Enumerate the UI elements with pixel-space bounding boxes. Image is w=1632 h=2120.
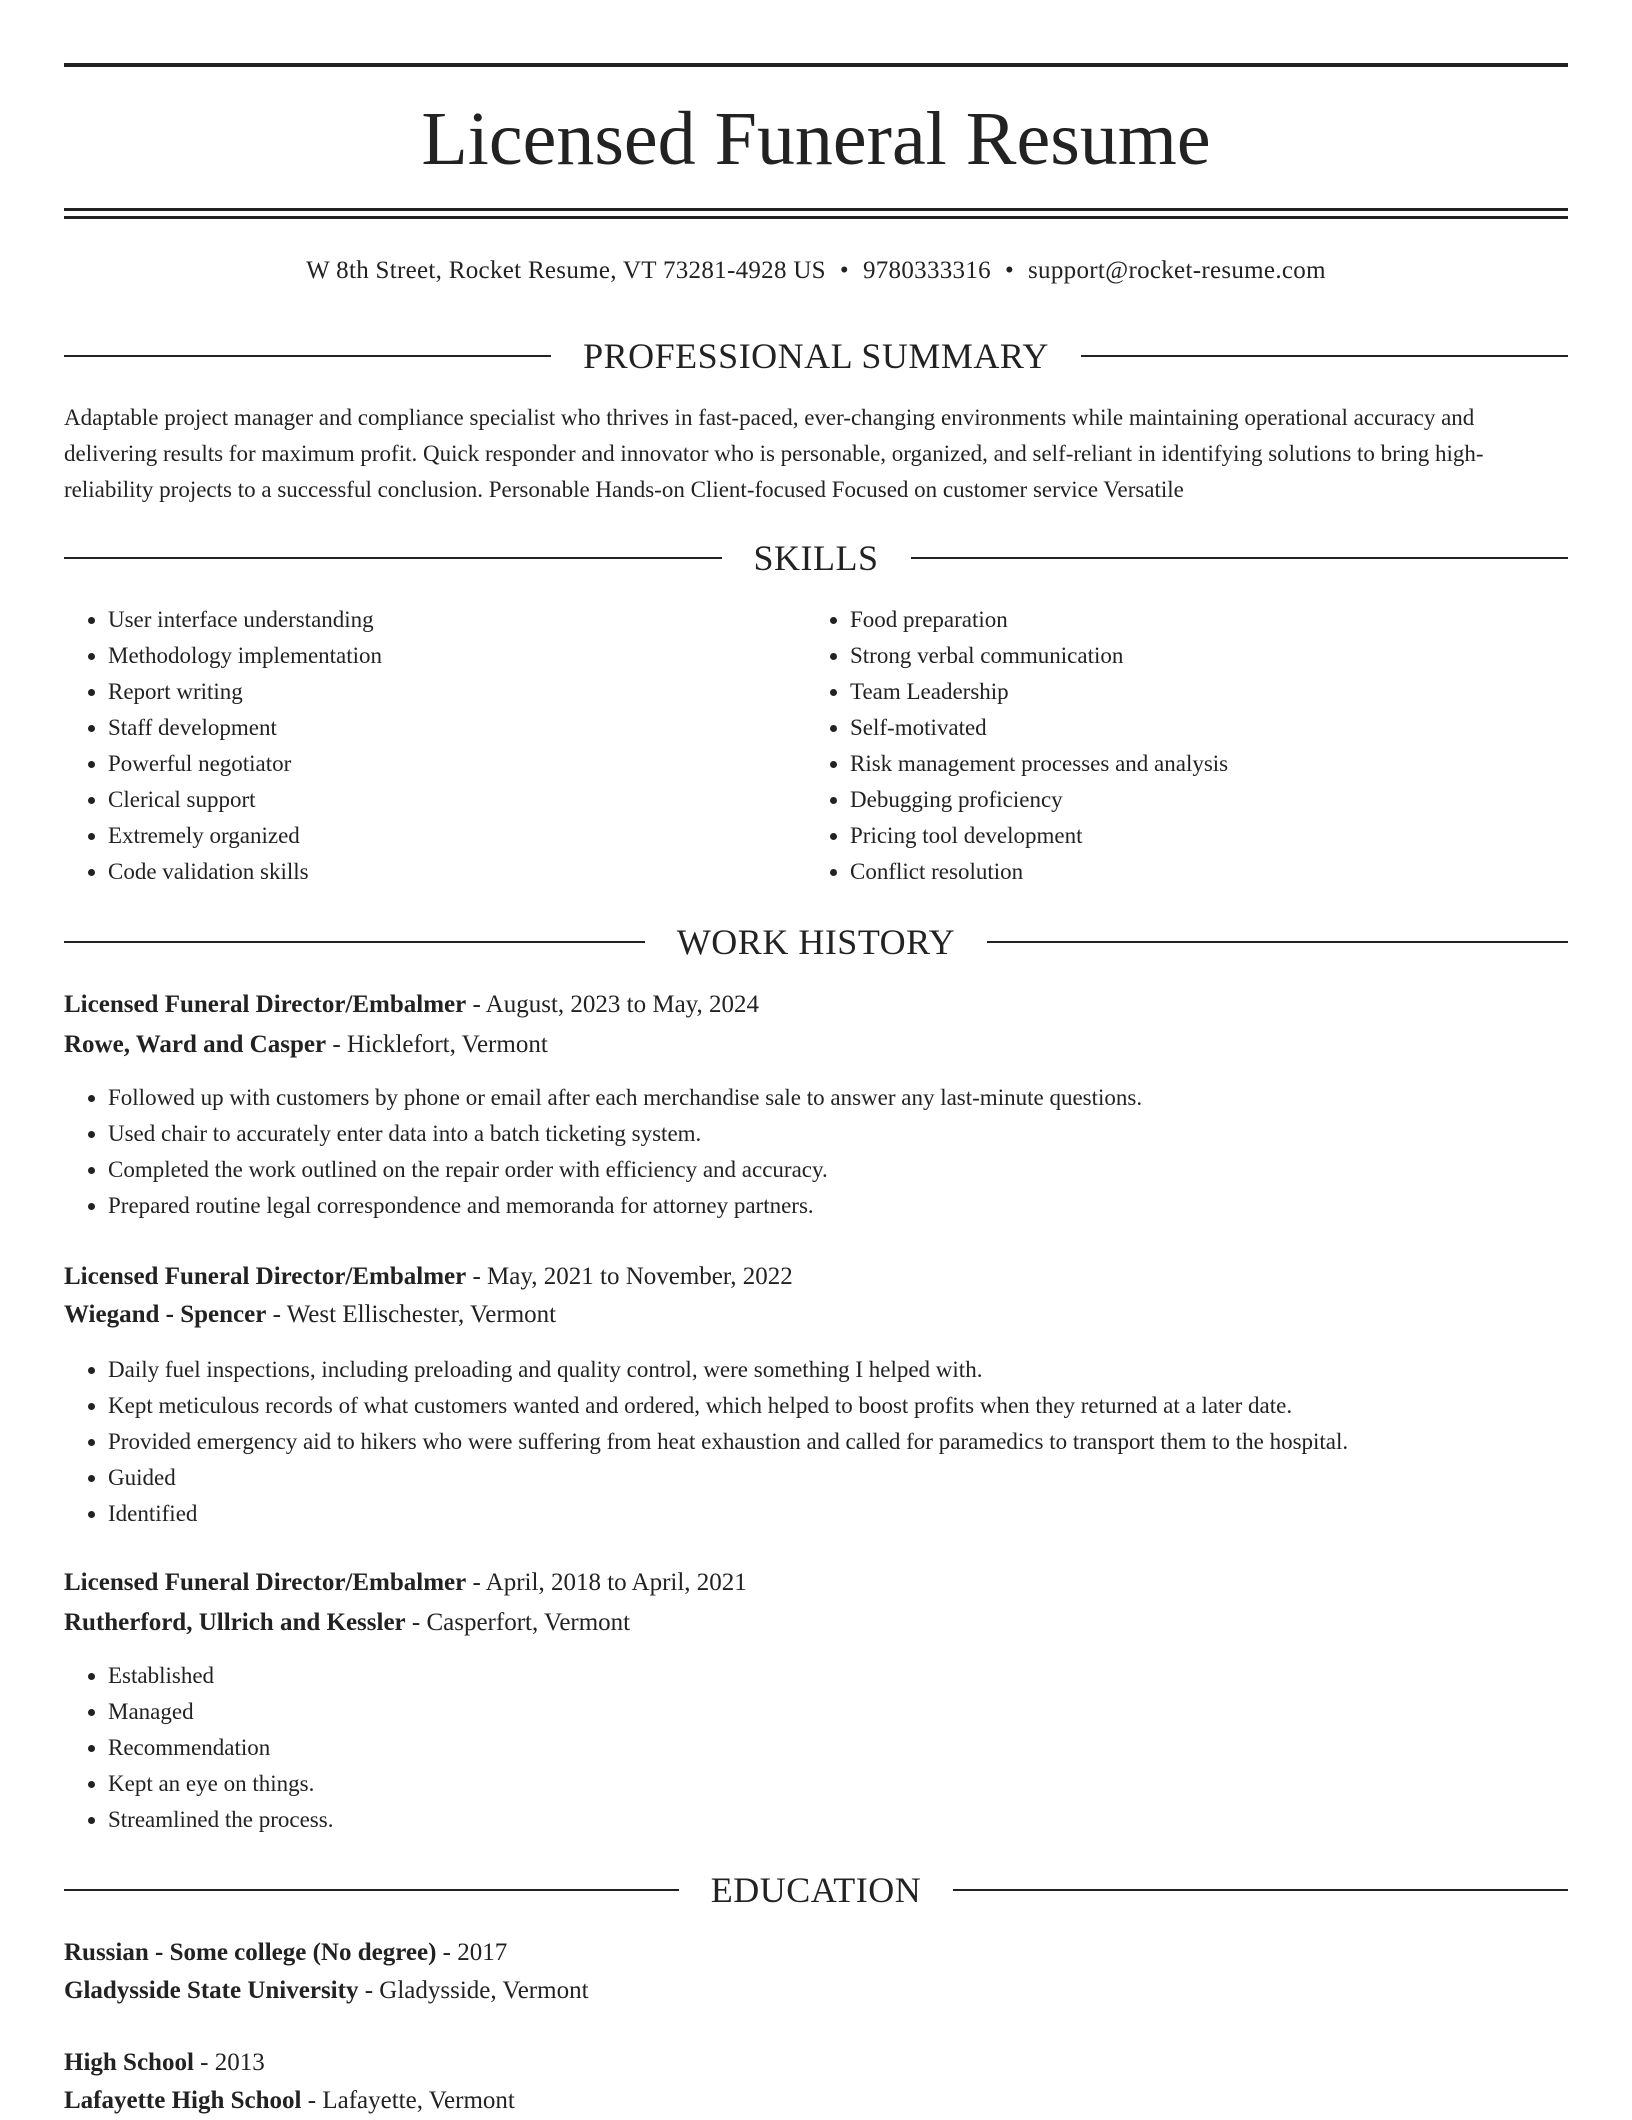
- job-bullet: • Kept an eye on things.: [108, 1766, 1568, 1802]
- skill-item: • Pricing tool development: [850, 818, 1526, 854]
- contact-line: [64, 254, 1568, 288]
- skill-item: • Strong verbal communication: [850, 638, 1526, 674]
- contact-phone: 9780333316: [862, 257, 991, 284]
- education-location: - Gladysside, Vermont: [358, 1977, 589, 2004]
- job-bullets: [64, 1352, 1568, 1532]
- contact-separator: •: [839, 257, 849, 284]
- job-title-line: [64, 1564, 1568, 1602]
- job-bullet: • Kept meticulous records of what customers wanted and ordered, which helped to boost profits when they returned at a later date.: [108, 1388, 1568, 1424]
- skills-column-right: [806, 602, 1526, 890]
- job-bullet: • Managed: [108, 1694, 1568, 1730]
- work-heading-label: WORK HISTORY: [676, 922, 956, 962]
- job-company-line: [64, 1604, 1568, 1642]
- job-title: Licensed Funeral Director/Embalmer: [64, 1569, 467, 1596]
- skill-item: • User interface understanding: [108, 602, 784, 638]
- contact-address: W 8th Street, Rocket Resume, VT 73281-4928 US: [306, 257, 826, 284]
- job-bullet: • Followed up with customers by phone or email after each merchandise sale to answer any last-minute questions.: [108, 1080, 1568, 1116]
- heading-line: [64, 941, 645, 943]
- contact-email: support@rocket-resume.com: [1028, 257, 1326, 284]
- top-rule: [64, 63, 1568, 67]
- skills-heading: [64, 536, 1568, 580]
- skill-item: • Self-motivated: [850, 710, 1526, 746]
- education-degree: High School: [64, 2049, 194, 2076]
- job-bullet: • Established: [108, 1658, 1568, 1694]
- skill-item: • Methodology implementation: [108, 638, 784, 674]
- education-school-line: [64, 1972, 1568, 2010]
- job-bullet: • Guided: [108, 1460, 1568, 1496]
- job-bullet: • Prepared routine legal correspondence and memoranda for attorney partners.: [108, 1188, 1568, 1224]
- summary-heading-label: PROFESSIONAL SUMMARY: [583, 336, 1049, 376]
- heading-line: [1081, 355, 1568, 357]
- job-bullets: [64, 1658, 1568, 1838]
- title-rule-lower: [64, 216, 1568, 219]
- job-title: Licensed Funeral Director/Embalmer: [64, 1263, 467, 1290]
- job-bullet: • Identified: [108, 1496, 1568, 1532]
- education-year: - 2017: [436, 1939, 508, 1966]
- education-location: - Lafayette, Vermont: [301, 2087, 515, 2114]
- job-bullet: • Recommendation: [108, 1730, 1568, 1766]
- skills-column-left: [64, 602, 784, 890]
- resume-title: Licensed Funeral Resume: [421, 97, 1211, 181]
- skill-item: • Risk management processes and analysis: [850, 746, 1526, 782]
- skills-list-right: [806, 602, 1526, 890]
- skills-heading-label: SKILLS: [753, 538, 879, 578]
- job-company: Rutherford, Ullrich and Kessler: [64, 1609, 406, 1636]
- education-school-line: [64, 2082, 1568, 2120]
- job-location: - West Ellischester, Vermont: [266, 1301, 557, 1328]
- job-bullet: • Provided emergency aid to hikers who were suffering from heat exhaustion and called for paramedics to transport them to the hospital.: [108, 1424, 1568, 1460]
- title-rule-upper: [64, 208, 1568, 211]
- summary-text: Adaptable project manager and compliance specialist who thrives in fast-paced, ever-changing environments while maintaining operational accuracy and delivering results for maximum profit. Quick responder and innovator who is personable, organized, and self-reliant in identifying solutions to bring high-reliability projects to a successful conclusion. Personable Hands-on Client-focused Focused on customer service Versatile: [64, 405, 1484, 502]
- job-location: - Casperfort, Vermont: [405, 1609, 631, 1636]
- job-dates: - May, 2021 to November, 2022: [466, 1263, 793, 1290]
- education-degree: Russian - Some college (No degree): [64, 1939, 437, 1966]
- heading-line: [953, 1889, 1568, 1891]
- education-school: Lafayette High School: [64, 2087, 302, 2114]
- education-degree-line: [64, 2044, 1568, 2082]
- contact-separator: •: [1004, 257, 1015, 284]
- job-bullets: [64, 1080, 1568, 1224]
- skill-item: • Powerful negotiator: [108, 746, 784, 782]
- skill-item: • Conflict resolution: [850, 854, 1526, 890]
- heading-line: [64, 557, 722, 559]
- summary-heading: [64, 334, 1568, 378]
- education-year: - 2013: [193, 2049, 265, 2076]
- heading-line: [64, 355, 551, 357]
- job-company-line: [64, 1296, 1568, 1334]
- work-heading: [64, 920, 1568, 964]
- education-degree-line: [64, 1934, 1568, 1972]
- skill-item: • Food preparation: [850, 602, 1526, 638]
- skill-item: • Report writing: [108, 674, 784, 710]
- job-title: Licensed Funeral Director/Embalmer: [64, 991, 467, 1018]
- job-bullet: • Streamlined the process.: [108, 1802, 1568, 1838]
- heading-line: [987, 941, 1568, 943]
- education-school: Gladysside State University: [64, 1977, 359, 2004]
- job-company-line: [64, 1026, 1568, 1064]
- skill-item: • Code validation skills: [108, 854, 784, 890]
- skill-item: • Staff development: [108, 710, 784, 746]
- job-dates: - August, 2023 to May, 2024: [466, 991, 760, 1018]
- skill-item: • Team Leadership: [850, 674, 1526, 710]
- job-title-line: [64, 986, 1568, 1024]
- job-bullet: • Used chair to accurately enter data into a batch ticketing system.: [108, 1116, 1568, 1152]
- skills-list-left: [64, 602, 784, 890]
- heading-line: [64, 1889, 679, 1891]
- job-bullet: • Daily fuel inspections, including preloading and quality control, were something I helped with.: [108, 1352, 1568, 1388]
- skill-item: • Clerical support: [108, 782, 784, 818]
- heading-line: [911, 557, 1569, 559]
- job-company: Rowe, Ward and Casper: [64, 1031, 327, 1058]
- job-title-line: [64, 1258, 1568, 1296]
- job-bullet: • Completed the work outlined on the repair order with efficiency and accuracy.: [108, 1152, 1568, 1188]
- skill-item: • Debugging proficiency: [850, 782, 1526, 818]
- education-heading: [64, 1868, 1568, 1912]
- job-location: - Hicklefort, Vermont: [326, 1031, 548, 1058]
- skill-item: • Extremely organized: [108, 818, 784, 854]
- education-heading-label: EDUCATION: [710, 1870, 922, 1910]
- job-dates: - April, 2018 to April, 2021: [466, 1569, 747, 1596]
- job-company: Wiegand - Spencer: [64, 1301, 267, 1328]
